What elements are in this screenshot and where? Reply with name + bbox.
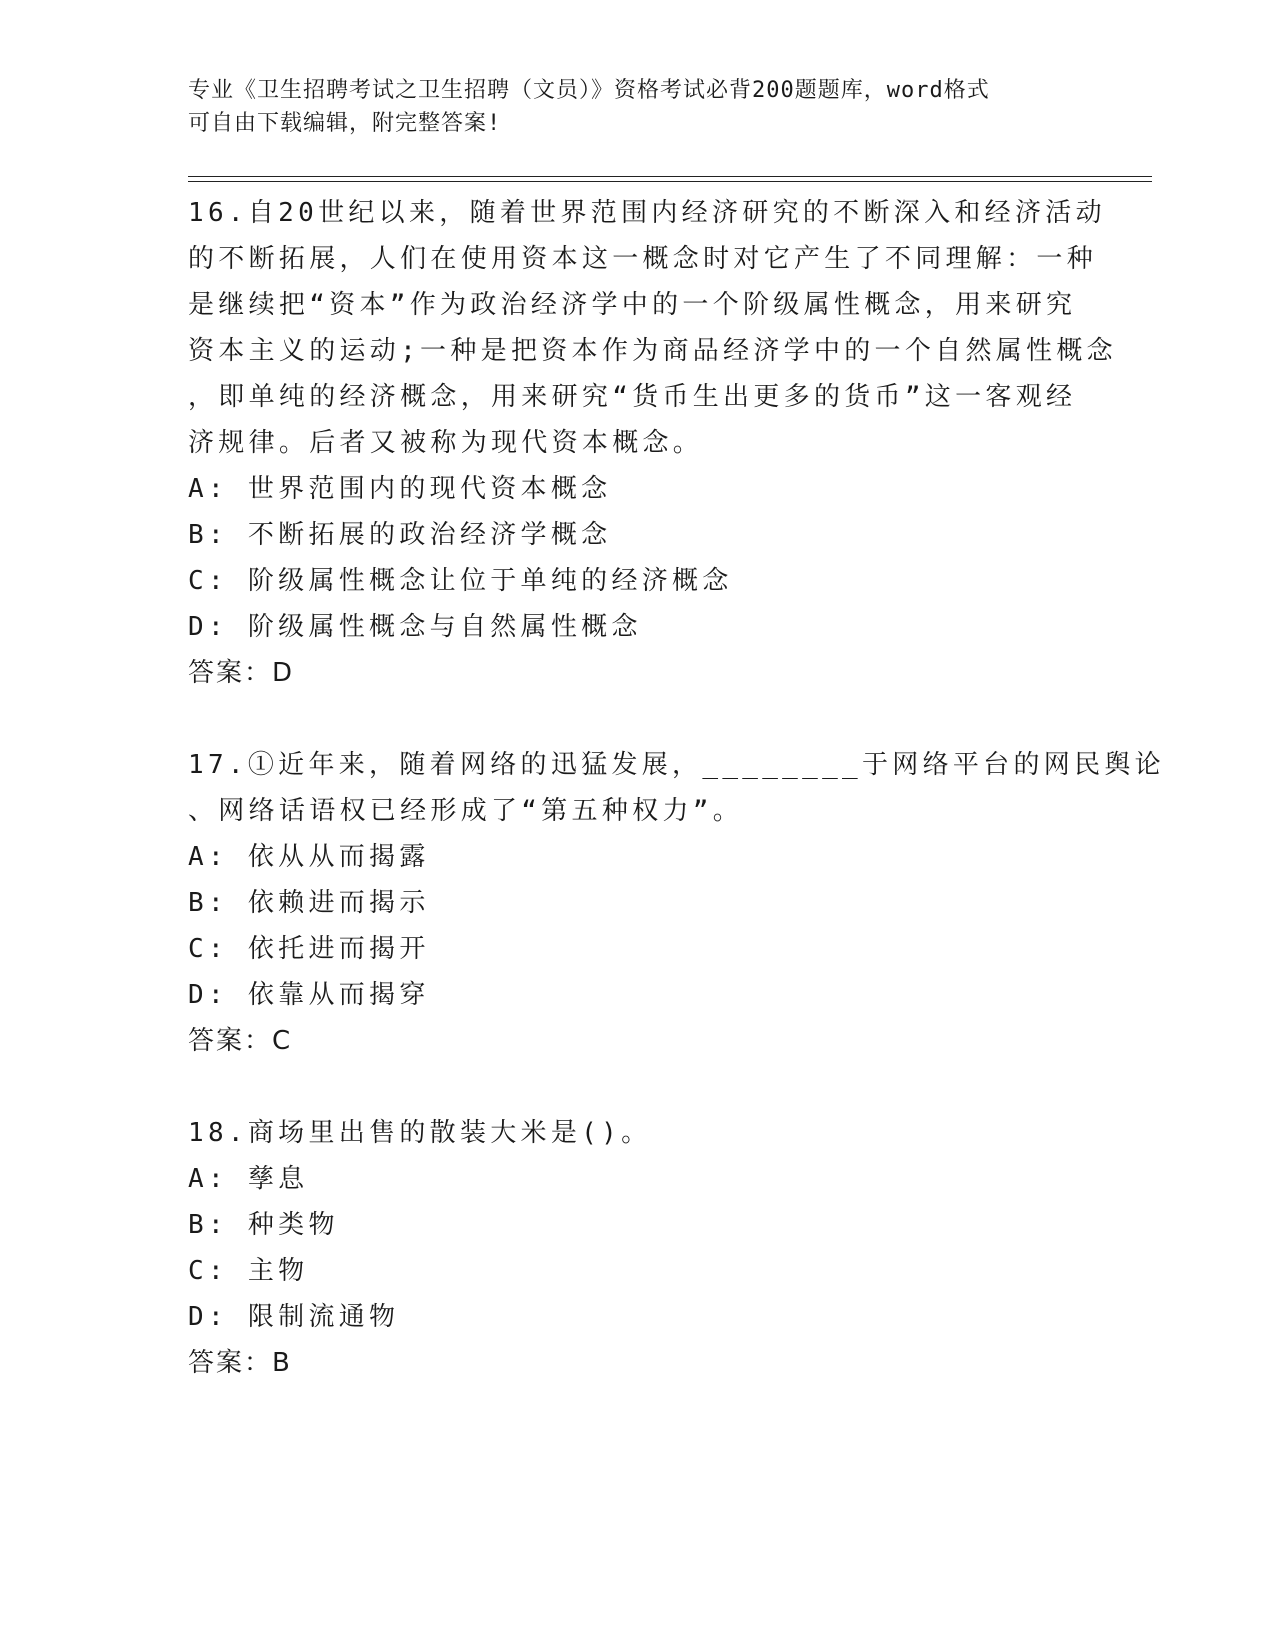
header-divider-bottom xyxy=(188,181,1152,182)
header-divider-top xyxy=(188,176,1152,177)
question-text-line: 、网络话语权已经形成了“第五种权力”。 xyxy=(188,796,744,826)
question-text-line: 资本主义的运动;一种是把资本作为商品经济学中的一个自然属性概念 xyxy=(188,336,1117,366)
question-text-line: 18.商场里出售的散装大米是()。 xyxy=(188,1118,652,1148)
question-18 xyxy=(188,1110,1088,1386)
answer-label: 答案：B xyxy=(188,1348,292,1378)
document-header xyxy=(188,74,1088,140)
question-16 xyxy=(188,190,1117,696)
option-b: B: 依赖进而揭示 xyxy=(188,888,430,918)
answer-label: 答案：D xyxy=(188,658,295,688)
question-text-line: ，即单纯的经济概念，用来研究“货币生出更多的货币”这一客观经 xyxy=(188,382,1077,412)
question-text-line: 17.①近年来，随着网络的迅猛发展，________于网络平台的网民舆论 xyxy=(188,750,1165,780)
option-c: C: 依托进而揭开 xyxy=(188,934,430,964)
question-text-line: 是继续把“资本”作为政治经济学中的一个阶级属性概念，用来研究 xyxy=(188,290,1077,320)
header-line-1: 专业《卫生招聘考试之卫生招聘（文员）》资格考试必背200题题库，word格式 xyxy=(188,78,990,103)
header-line-2: 可自由下载编辑，附完整答案! xyxy=(188,111,502,136)
question-list xyxy=(188,190,1165,1386)
option-b: B: 不断拓展的政治经济学概念 xyxy=(188,520,612,550)
option-d: D: 限制流通物 xyxy=(188,1302,400,1332)
answer-label: 答案：C xyxy=(188,1026,293,1056)
option-d: D: 阶级属性概念与自然属性概念 xyxy=(188,612,642,642)
question-text-line: 16.自20世纪以来，随着世界范围内经济研究的不断深入和经济活动 xyxy=(188,198,1106,228)
option-b: B: 种类物 xyxy=(188,1210,339,1240)
option-a: A: 世界范围内的现代资本概念 xyxy=(188,474,612,504)
question-17 xyxy=(188,742,1165,1064)
question-spacer xyxy=(188,1064,1088,1110)
question-text-line: 的不断拓展，人们在使用资本这一概念时对它产生了不同理解：一种 xyxy=(188,244,1098,274)
option-d: D: 依靠从而揭穿 xyxy=(188,980,430,1010)
option-a: A: 依从从而揭露 xyxy=(188,842,430,872)
option-c: C: 阶级属性概念让位于单纯的经济概念 xyxy=(188,566,733,596)
question-spacer xyxy=(188,696,1088,742)
question-text-line: 济规律。后者又被称为现代资本概念。 xyxy=(188,428,704,458)
option-c: C: 主物 xyxy=(188,1256,309,1286)
option-a: A: 孳息 xyxy=(188,1164,309,1194)
